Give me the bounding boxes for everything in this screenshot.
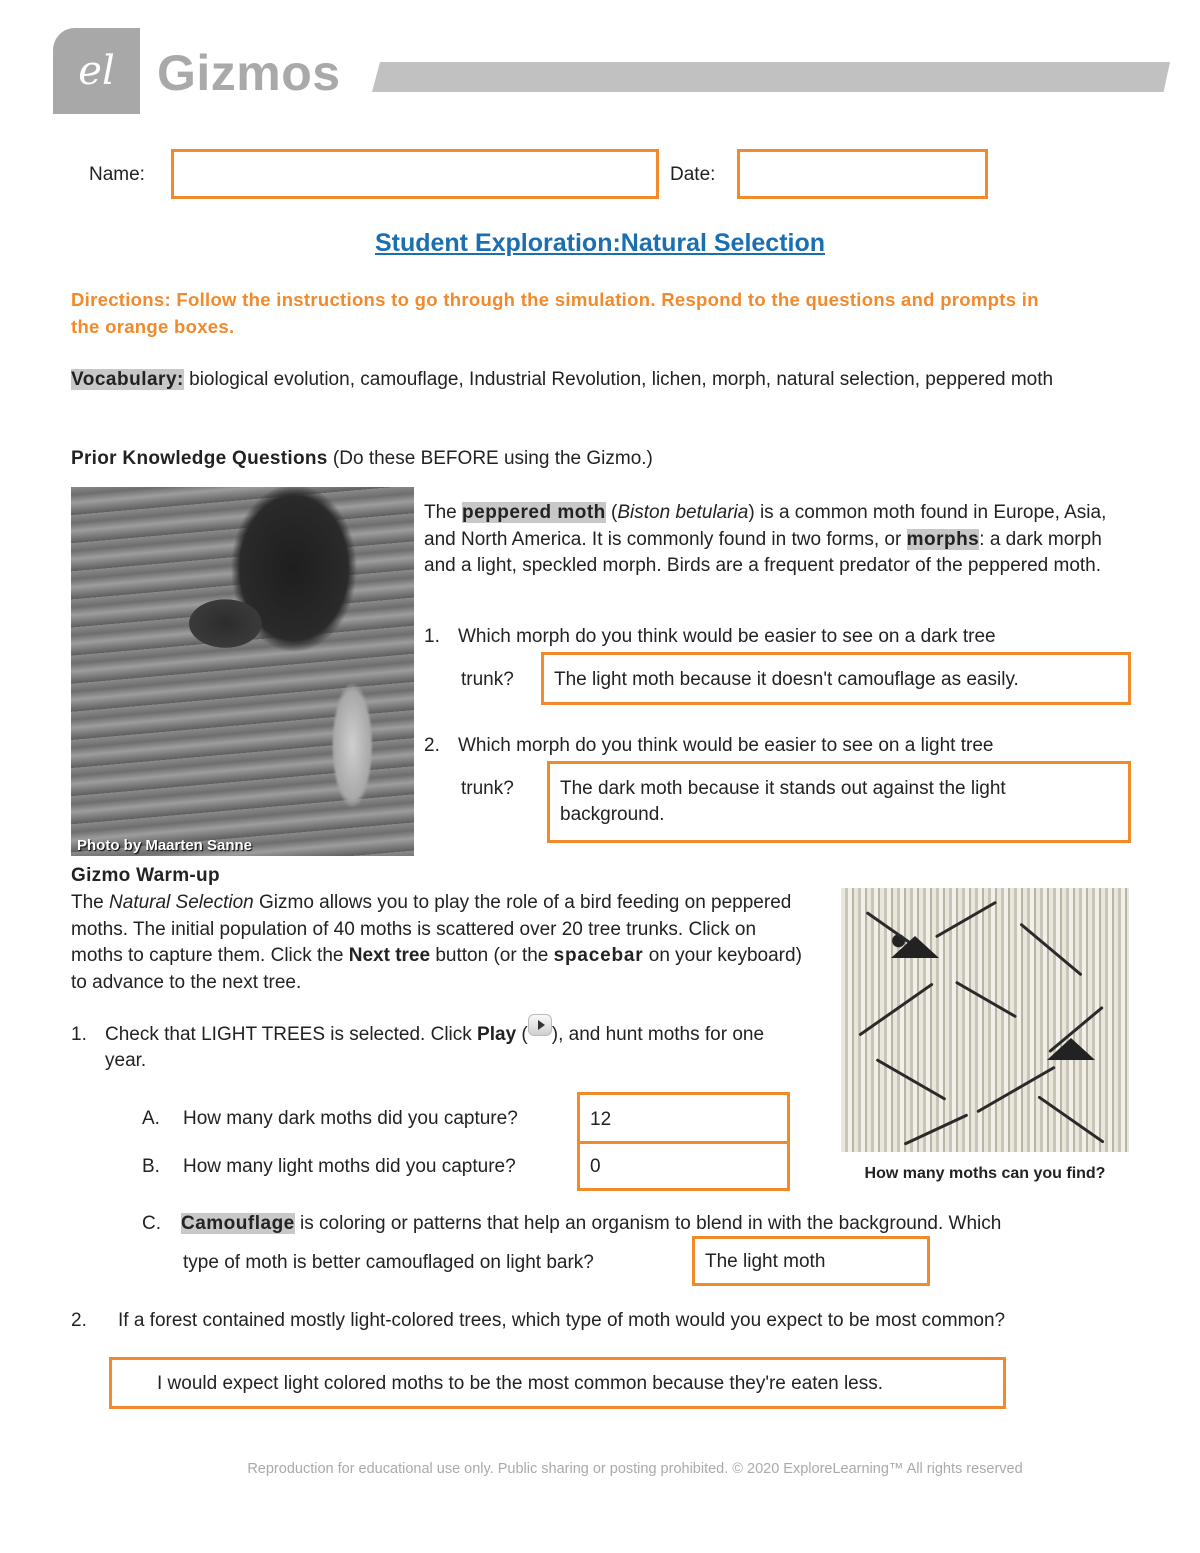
intro-text: The bbox=[424, 502, 463, 523]
sub-b-text: How many light moths did you capture? bbox=[183, 1156, 516, 1177]
warmup-body bbox=[71, 890, 811, 996]
warmup-text: button (or the bbox=[430, 945, 554, 966]
intro-text: ( bbox=[605, 502, 618, 523]
pk-answer-1: The light moth because it doesn't camouflage as easily. bbox=[554, 669, 1019, 690]
name-field[interactable] bbox=[171, 149, 659, 199]
name-label: Name: bbox=[89, 164, 145, 185]
play-term: Play bbox=[477, 1024, 517, 1045]
brand-name: Gizmos bbox=[157, 45, 341, 101]
pk-answer-1-box[interactable] bbox=[541, 652, 1131, 705]
dark-moth-2 bbox=[1047, 1038, 1095, 1060]
copyright-footer: Reproduction for educational use only. Public sharing or posting prohibited. © 2020 ExploreLearning™ All rights reserved bbox=[247, 1461, 1023, 1477]
dark-moth-1 bbox=[891, 936, 939, 958]
vocabulary-label: Vocabulary: bbox=[71, 369, 184, 390]
explorelearning-logo bbox=[53, 28, 140, 114]
warmup-text: The bbox=[71, 892, 110, 913]
next-tree-term: Next tree bbox=[348, 945, 431, 966]
directions-text: Directions: Follow the instructions to go through the simulation. Respond to the questions and prompts in the orange boxes. bbox=[71, 289, 1039, 337]
header-decorative-bar bbox=[372, 62, 1170, 92]
pk-question-1-number: 1. bbox=[424, 626, 440, 647]
warmup-q2-number: 2. bbox=[71, 1310, 87, 1331]
intro-text: ) is a common moth found in Europe, Asia, and North America. It is commonly found in two forms, or bbox=[424, 502, 1107, 550]
pk-answer-2-box[interactable] bbox=[547, 761, 1131, 843]
warmup-q1-text bbox=[105, 1022, 805, 1074]
dark-moths-captured-value: 12 bbox=[590, 1109, 612, 1130]
pk-question-1-text: Which morph do you think would be easier to see on a dark tree bbox=[458, 626, 996, 647]
vocabulary-section bbox=[71, 366, 1141, 393]
peppered-moth-intro bbox=[424, 500, 1134, 580]
sub-c-letter: C. bbox=[142, 1213, 161, 1234]
peppered-moth-photo bbox=[71, 487, 414, 856]
play-button-icon bbox=[528, 1014, 552, 1036]
warmup-text: Gizmo allows you to play the role of a bird feeding on peppered moths. The initial population of 40 moths is scattered over 20 tree trunks. Click on moths to capture them. Click the bbox=[71, 892, 792, 966]
sub-c-text bbox=[181, 1211, 1121, 1237]
term-morphs: morphs bbox=[906, 528, 980, 550]
pk-question-1-tail: trunk? bbox=[461, 669, 514, 690]
term-camouflage: Camouflage bbox=[181, 1213, 295, 1234]
date-field[interactable] bbox=[737, 149, 988, 199]
sub-a-text: How many dark moths did you capture? bbox=[183, 1108, 518, 1129]
pk-question-2-number: 2. bbox=[424, 735, 440, 756]
warmup-q2-answer-box[interactable] bbox=[109, 1357, 1006, 1409]
camouflage-answer: The light moth bbox=[705, 1251, 826, 1272]
warmup-text: on your keyboard) to advance to the next tree. bbox=[71, 945, 802, 993]
pk-answer-2: The dark moth because it stands out against the light background. bbox=[560, 778, 1006, 825]
prior-knowledge-heading bbox=[71, 448, 653, 470]
sub-b-letter: B. bbox=[142, 1156, 160, 1177]
intro-text: : a dark morph and a light, speckled morph. Birds are a frequent predator of the peppered moth. bbox=[424, 528, 1102, 576]
vocabulary-list: biological evolution, camouflage, Industrial Revolution, lichen, morph, natural selection, peppered moth bbox=[183, 369, 1054, 390]
warmup-heading: Gizmo Warm-up bbox=[71, 865, 220, 886]
logo-glyph: el bbox=[78, 48, 115, 94]
photo-credit: Photo by Maarten Sanne bbox=[77, 837, 253, 854]
date-label: Date: bbox=[670, 164, 716, 185]
warmup-q2-answer: I would expect light colored moths to be the most common because they're eaten less. bbox=[157, 1373, 884, 1394]
q1-text: ( bbox=[516, 1024, 528, 1045]
pk-question-2-text: Which morph do you think would be easier to see on a light tree bbox=[458, 735, 994, 756]
warmup-q1-number: 1. bbox=[71, 1024, 87, 1045]
gizmo-name: Natural Selection bbox=[109, 892, 254, 913]
c-text: is coloring or patterns that help an organism to blend in with the background. Which bbox=[294, 1213, 1002, 1234]
image-caption: How many moths can you find? bbox=[864, 1165, 1106, 1182]
light-moths-captured-box[interactable] bbox=[577, 1141, 790, 1191]
light-moths-captured-value: 0 bbox=[590, 1156, 601, 1177]
sub-a-letter: A. bbox=[142, 1108, 160, 1129]
prior-knowledge-title: Prior Knowledge Questions bbox=[71, 448, 328, 469]
q1-text: Check that LIGHT TREES is selected. Click bbox=[105, 1024, 478, 1045]
term-peppered-moth: peppered moth bbox=[462, 502, 606, 523]
prior-knowledge-note: (Do these BEFORE using the Gizmo.) bbox=[327, 448, 653, 469]
camouflage-answer-box[interactable] bbox=[692, 1236, 930, 1286]
pk-question-2-tail: trunk? bbox=[461, 778, 514, 799]
scientific-name: Biston betularia bbox=[617, 502, 749, 523]
spacebar-term: spacebar bbox=[553, 945, 644, 966]
dark-moths-captured-box[interactable] bbox=[577, 1092, 790, 1144]
page-title: Student Exploration:Natural Selection bbox=[374, 229, 826, 257]
sub-c-text-2: type of moth is better camouflaged on light bark? bbox=[183, 1252, 594, 1273]
light-tree-moths-image bbox=[841, 888, 1129, 1152]
warmup-q2-text: If a forest contained mostly light-colored trees, which type of moth would you expect to be most common? bbox=[118, 1310, 1006, 1331]
q1-text: ), and hunt moths for one year. bbox=[105, 1024, 765, 1071]
